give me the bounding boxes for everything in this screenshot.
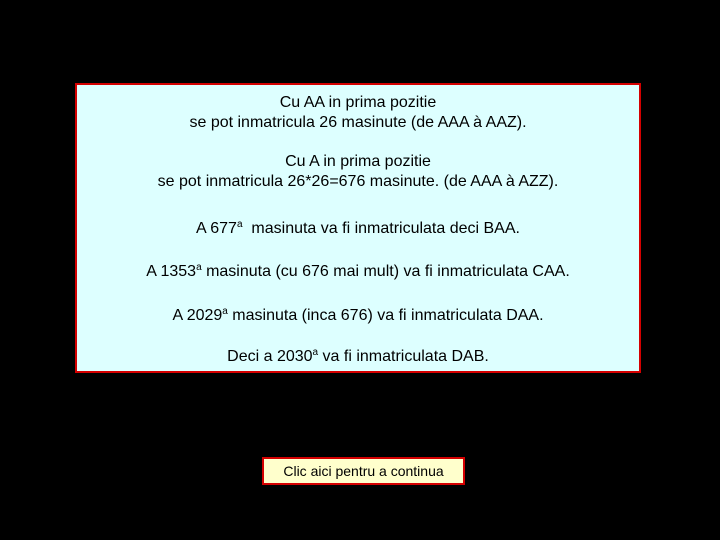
paragraph-one-letter-prefix xyxy=(77,152,639,192)
line-cu-aa: Cu AA in prima pozitie xyxy=(279,94,437,111)
line-1353 xyxy=(77,262,639,282)
line-2030-prefix: Deci a 2030 xyxy=(227,348,313,365)
line-2029-sup: a xyxy=(222,306,228,317)
explanation-box xyxy=(75,83,641,373)
paragraph-two-letter-prefix xyxy=(77,93,639,133)
line-2029-suffix: masinuta (inca 676) va fi inmatriculata DAA. xyxy=(227,307,544,324)
line-676-masinute: se pot inmatricula 26*26=676 masinute. (de AAA à AZZ). xyxy=(157,173,559,190)
line-2029 xyxy=(77,306,639,326)
line-2030-suffix: va fi inmatriculata DAB. xyxy=(318,348,489,365)
line-677-sup: a xyxy=(236,219,243,230)
line-677-suffix: masinuta va fi inmatriculata deci BAA. xyxy=(242,220,520,237)
line-677-prefix: A 677 xyxy=(196,220,237,237)
line-2029-text xyxy=(77,306,639,326)
line-677 xyxy=(77,219,639,239)
line-2029-prefix: A 2029 xyxy=(172,307,223,324)
continue-button[interactable]: Clic aici pentru a continua xyxy=(262,457,465,485)
line-cu-a: Cu A in prima pozitie xyxy=(285,153,431,170)
line-677-text xyxy=(77,219,639,239)
line-1353-prefix: A 1353 xyxy=(146,263,197,280)
line-1353-sup: a xyxy=(196,262,202,273)
line-26-masinute: se pot inmatricula 26 masinute (de AAA à AAZ). xyxy=(189,114,527,131)
line-2030-sup: a xyxy=(312,347,319,358)
line-2030-text xyxy=(77,347,639,367)
line-1353-text xyxy=(77,262,639,282)
line-1353-suffix: masinuta (cu 676 mai mult) va fi inmatriculata CAA. xyxy=(201,263,570,280)
line-2030 xyxy=(77,347,639,367)
